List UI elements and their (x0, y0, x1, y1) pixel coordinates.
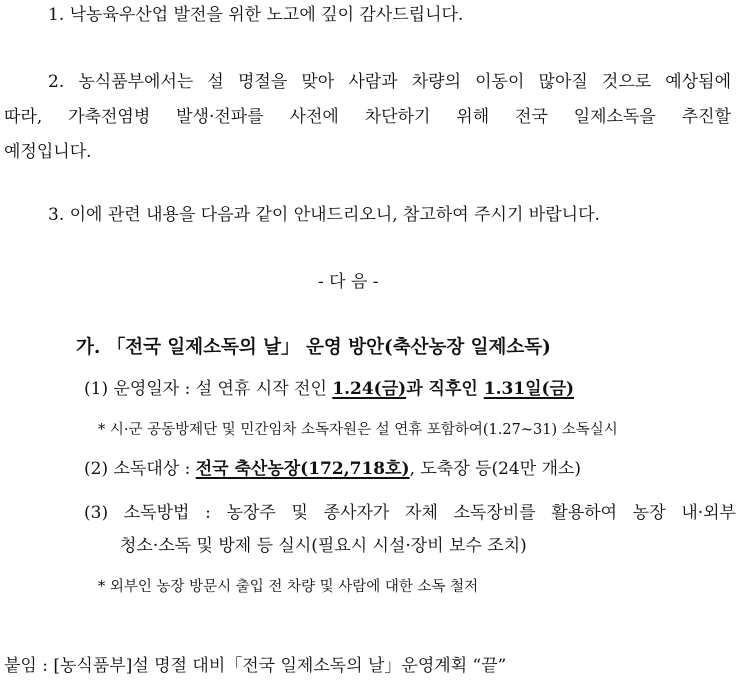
paragraph-1: 1. 낙농육우산업 발전을 위한 노고에 깊이 감사드립니다. (48, 5, 464, 25)
attachment-line: 붙임 : [농식품부]설 명절 대비「전국 일제소독의 날」운영계획 “끝” (4, 656, 507, 676)
note-2: * 외부인 농장 방문시 출입 전 차량 및 사람에 대한 소독 철저 (98, 579, 479, 595)
item-2-prefix: (2) 소독대상 : (84, 459, 196, 479)
paragraph-2-line-2: 따라, 가축전염병 발생·전파를 사전에 차단하기 위해 전국 일제소독을 추진할 (4, 107, 731, 127)
item-2-suffix: , 도축장 등(24만 개소) (409, 459, 582, 479)
item-2-target: 전국 축산농장(172,718호) (195, 459, 410, 479)
item-3-line-1: (3) 소독방법 : 농장주 및 종사자가 자체 소독장비를 활용하여 농장 내·외부 (84, 503, 736, 523)
paragraph-2-line-3: 예정입니다. (4, 142, 92, 162)
item-1-mid: 과 직후인 (406, 379, 484, 399)
item-1-date-1: 1.24(금) (332, 379, 407, 399)
item-3-line-2: 청소·소독 및 방제 등 실시(필요시 시설·장비 보수 조치) (120, 536, 527, 556)
section-title: 가. 「전국 일제소독의 날」 운영 방안(축산농장 일제소독) (76, 337, 551, 358)
item-1-prefix: (1) 운영일자 : 설 연휴 시작 전인 (84, 379, 333, 399)
item-1-date-2: 1.31일(금) (483, 379, 575, 399)
note-1: * 시·군 공동방제단 및 민간임차 소독자원은 설 연휴 포함하여(1.27~31) 소독실시 (98, 422, 618, 438)
divider-label: - 다 음 - (318, 272, 379, 292)
paragraph-3: 3. 이에 관련 내용을 다음과 같이 안내드리오니, 참고하여 주시기 바랍니다. (48, 205, 600, 225)
paragraph-2-line-1: 2. 농식품부에서는 설 명절을 맞아 사람과 차량의 이동이 많아질 것으로 예상됨에 (48, 72, 731, 92)
item-2 (84, 457, 581, 481)
item-1 (84, 377, 574, 401)
